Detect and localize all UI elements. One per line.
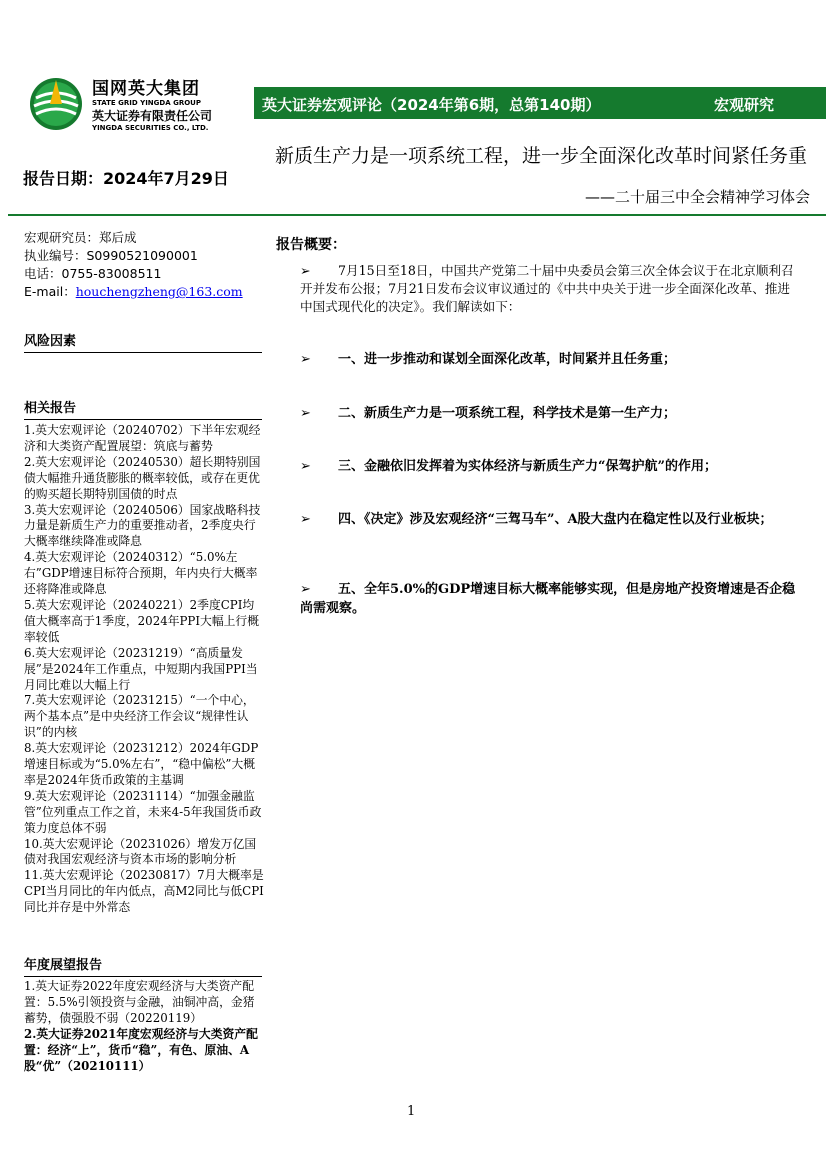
list-item: 3.英大宏观评论（20240506）国家战略科技力量是新质生产力的重要推动者，2季度央行大概率继续降准或降息 xyxy=(24,502,261,549)
summary-point xyxy=(300,510,804,529)
banner-title: 英大证券宏观评论（2024年第6期，总第140期） xyxy=(262,96,601,114)
logo-text xyxy=(92,79,212,133)
related-heading: 相关报告 xyxy=(24,397,262,420)
list-item: 7.英大宏观评论（20231215）“一个中心，两个基本点”是中央经济工作会议“规律性认识”的内核 xyxy=(24,693,255,740)
logo-group-cn: 国网英大集团 xyxy=(92,79,200,99)
summary-point xyxy=(300,457,804,476)
list-item: 9.英大宏观评论（20231114）“加强金融监管”位列重点工作之首，未来4-5年我国货币政策力度总体不弱 xyxy=(24,788,262,835)
annual-report-list xyxy=(24,979,264,1074)
analyst-name: 宏观研究员：郑后成 xyxy=(24,230,137,245)
logo-group-en: STATE GRID YINGDA GROUP xyxy=(92,99,201,107)
report-title: 新质生产力是一项系统工程，进一步全面深化改革时间紧任务重 xyxy=(275,145,808,167)
intro-text: 7月15日至18日，中国共产党第二十届中央委员会第三次全体会议于在北京顺利召开并发布公报；7月21日发布会议审议通过的《中共中央关于进一步全面深化改革、推进中国式现代化的决定》。我们解读如下： xyxy=(300,263,794,314)
summary-heading: 报告概要： xyxy=(276,237,346,253)
logo-company-en: YINGDA SECURITIES CO., LTD. xyxy=(92,124,209,132)
arrow-bullet-icon: ➢ xyxy=(300,406,311,421)
list-item: 2.英大证券2021年度宏观经济与大类资产配置：经济“上”，货币“稳”，有色、原油、A股“优”（20210111） xyxy=(24,1026,258,1073)
annual-heading: 年度展望报告 xyxy=(24,954,262,977)
related-report-list xyxy=(24,423,264,916)
logo-company-cn: 英大证券有限责任公司 xyxy=(92,109,213,123)
arrow-bullet-icon: ➢ xyxy=(300,582,311,597)
list-item: 8.英大宏观评论（20231212）2024年GDP增速目标或为“5.0%左右”，“稳中偏松”大概率是2024年货币政策的主基调 xyxy=(24,741,259,787)
list-item: 11.英大宏观评论（20230817）7月大概率是CPI当月同比的年内低点，高M2同比与低CPI同比并存是中外常态 xyxy=(24,868,264,915)
point-text: 四、《决定》涉及宏观经济“三驾马车”、A股大盘内在稳定性以及行业板块； xyxy=(338,512,773,527)
risk-heading: 风险因素 xyxy=(24,330,262,353)
email-label: E-mail： xyxy=(24,284,76,299)
page-number: 1 xyxy=(407,1104,416,1119)
point-text: 五、全年5.0%的GDP增速目标大概率能够实现，但是房地产投资增速是否企稳尚需观察。 xyxy=(300,582,796,616)
arrow-bullet-icon: ➢ xyxy=(300,512,311,527)
arrow-bullet-icon: ➢ xyxy=(300,459,311,474)
list-item: 1.英大宏观评论（20240702）下半年宏观经济和大类资产配置展望：筑底与蓄势 xyxy=(24,423,261,453)
header-banner xyxy=(254,87,826,119)
list-item: 4.英大宏观评论（20240312）“5.0%左右”GDP增速目标符合预期，年内央行大概率还将降准或降息 xyxy=(24,550,258,597)
banner-category: 宏观研究 xyxy=(713,96,774,114)
list-item: 5.英大宏观评论（20240221）2季度CPI均值大概率高于1季度，2024年PPI大幅上行概率较低 xyxy=(24,597,260,644)
analyst-phone: 电话：0755-83008511 xyxy=(24,266,162,281)
analyst-email-row xyxy=(24,283,243,301)
summary-point xyxy=(300,580,804,618)
header-divider xyxy=(8,214,826,216)
list-item: 2.英大宏观评论（20240530）超长期特别国债大幅推升通货膨胀的概率较低，或存在更优的购买超长期特别国债的时点 xyxy=(24,454,261,501)
point-text: 二、新质生产力是一项系统工程，科学技术是第一生产力； xyxy=(338,406,677,421)
arrow-bullet-icon: ➢ xyxy=(300,352,311,367)
email-link[interactable]: houchengzheng@163.com xyxy=(75,284,243,299)
report-subtitle: ——二十届三中全会精神学习体会 xyxy=(584,188,810,206)
summary-intro xyxy=(300,262,802,316)
summary-point xyxy=(300,404,804,423)
analyst-license: 执业编号：S0990521090001 xyxy=(24,248,198,263)
summary-point xyxy=(300,350,804,369)
list-item: 10.英大宏观评论（20231026）增发万亿国债对我国宏观经济与资本市场的影响分析 xyxy=(24,836,257,867)
arrow-bullet-icon: ➢ xyxy=(300,263,311,278)
report-date: 报告日期：2024年7月29日 xyxy=(23,169,229,188)
list-item: 1.英大证券2022年度宏观经济与大类资产配置：5.5%引领投资与金融，油铜冲高，金猪蓄势，债强股不弱（20220119） xyxy=(24,979,255,1025)
point-text: 三、金融依旧发挥着为实体经济与新质生产力“保驾护航”的作用； xyxy=(338,459,717,474)
list-item: 6.英大宏观评论（20231219）“高质量发展”是2024年工作重点，中短期内我国PPI当月同比难以大幅上行 xyxy=(24,645,258,692)
point-text: 一、进一步推动和谋划全面深化改革，时间紧并且任务重； xyxy=(338,352,677,367)
